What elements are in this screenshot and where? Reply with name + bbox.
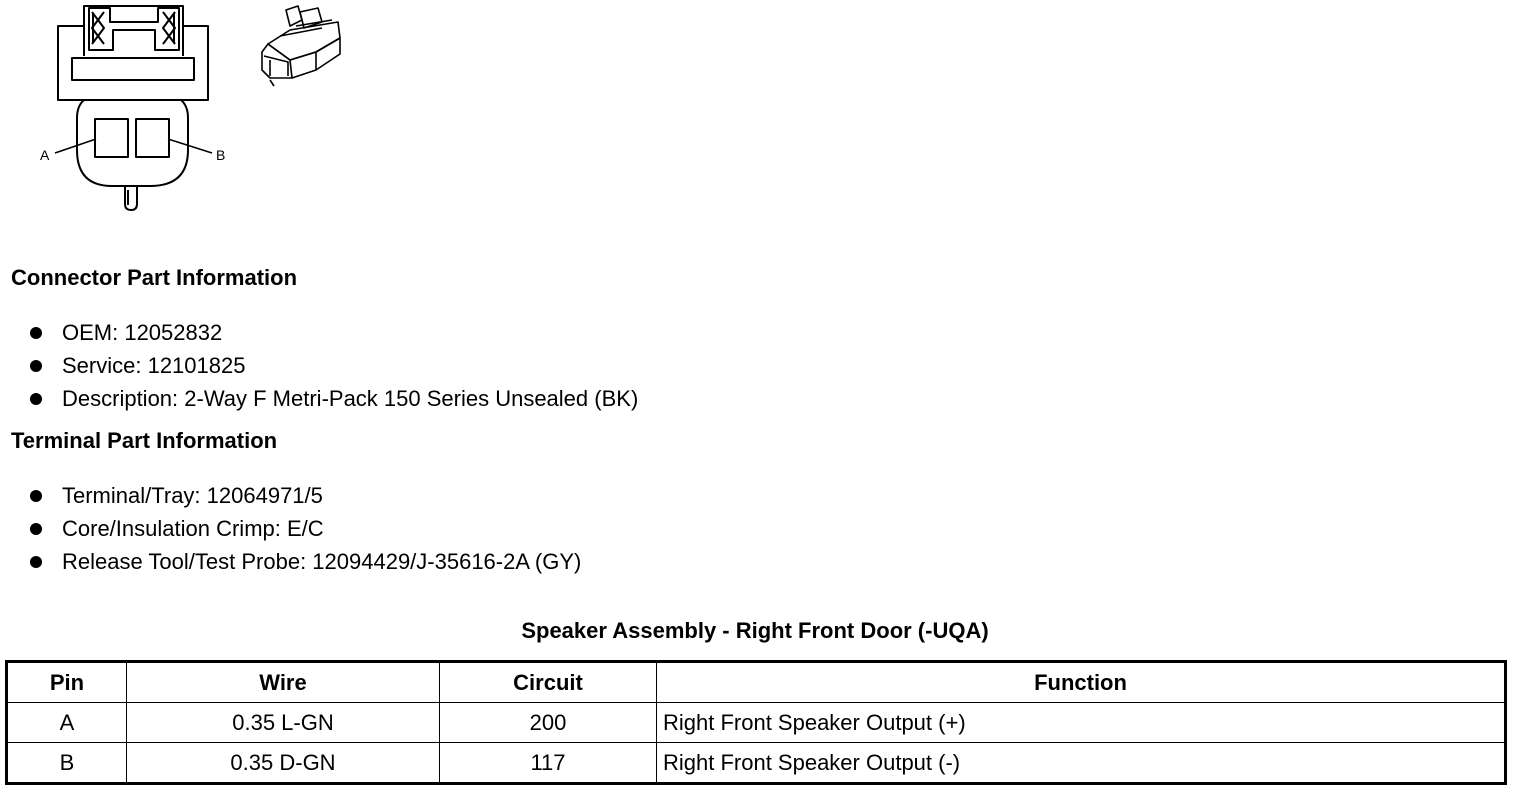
column-header-circuit: Circuit [440, 662, 657, 703]
bullet-icon [30, 393, 42, 405]
circuit-cell: 117 [440, 743, 657, 784]
bullet-icon [30, 556, 42, 568]
connector-diagram [0, 0, 360, 220]
table-row [7, 743, 1506, 784]
list-item [28, 479, 581, 512]
list-item-text: Terminal/Tray: 12064971/5 [62, 483, 323, 508]
list-item [28, 545, 581, 578]
list-item-text: Description: 2-Way F Metri-Pack 150 Series Unsealed (BK) [62, 386, 639, 411]
pin-b-callout: B [216, 147, 226, 163]
list-item-text: Service: 12101825 [62, 353, 246, 378]
pin-table-title: Speaker Assembly - Right Front Door (-UQA) [521, 618, 989, 643]
pin-a-callout: A [40, 147, 50, 163]
cavity-a [95, 119, 128, 157]
list-item-text: OEM: 12052832 [62, 320, 223, 345]
function-cell: Right Front Speaker Output (-) [657, 743, 1506, 784]
table-header-row [7, 662, 1506, 703]
wire-cell: 0.35 D-GN [127, 743, 440, 784]
list-item-text: Release Tool/Test Probe: 12094429/J-35616-2A (GY) [62, 549, 582, 574]
circuit-cell: 200 [440, 703, 657, 743]
list-item-text: Core/Insulation Crimp: E/C [62, 516, 324, 541]
connector-isometric-view [262, 6, 340, 86]
function-cell: Right Front Speaker Output (+) [657, 703, 1506, 743]
table-row [7, 703, 1506, 743]
pin-cell: B [7, 743, 127, 784]
connector-part-info-heading: Connector Part Information [11, 265, 298, 290]
list-item [28, 512, 581, 545]
bullet-icon [30, 490, 42, 502]
connector-face-view [55, 6, 212, 210]
wire-cell: 0.35 L-GN [127, 703, 440, 743]
connector-part-info-list [28, 316, 638, 415]
column-header-wire: Wire [127, 662, 440, 703]
terminal-part-info-list [28, 479, 581, 578]
pin-table [5, 660, 1507, 785]
cavity-b [136, 119, 169, 157]
bullet-icon [30, 327, 42, 339]
pin-cell: A [7, 703, 127, 743]
column-header-pin: Pin [7, 662, 127, 703]
bullet-icon [30, 523, 42, 535]
list-item [28, 349, 638, 382]
list-item [28, 316, 638, 349]
bullet-icon [30, 360, 42, 372]
column-header-function: Function [657, 662, 1506, 703]
terminal-part-info-heading: Terminal Part Information [11, 428, 278, 453]
list-item [28, 382, 638, 415]
